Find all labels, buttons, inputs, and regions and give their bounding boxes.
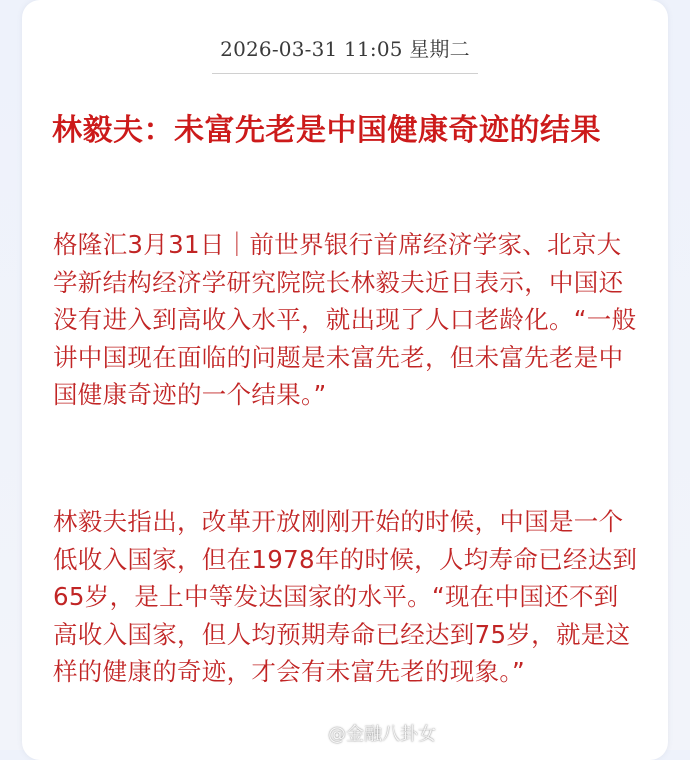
article-datetime: 2026-03-31 11:05 星期二 [220,37,470,61]
article-paragraph-2: 林毅夫指出，改革开放刚刚开始的时候，中国是一个低收入国家，但在1978年的时候，人均寿命已经达到65岁，是上中等发达国家的水平。“现在中国还不到高收入国家，但人均预期寿命已经达到75岁，就是这样的健康的奇迹，才会有未富先老的现象。” [53,507,638,686]
weibo-logo-icon [296,722,322,744]
article-paragraph-1: 格隆汇3月31日｜前世界银行首席经济学家、北京大学新结构经济学研究院院长林毅夫近日表示，中国还没有进入到高收入水平，就出现了人口老龄化。“一般讲中国现在面临的问题是未富先老，但未富先老是中国健康奇迹的一个结果。” [53,230,637,409]
watermark [296,720,436,746]
watermark-text: @金融八卦女 [328,724,436,745]
datetime-divider [212,73,478,74]
article-title: 林毅夫：未富先老是中国健康奇迹的结果 [52,113,601,148]
